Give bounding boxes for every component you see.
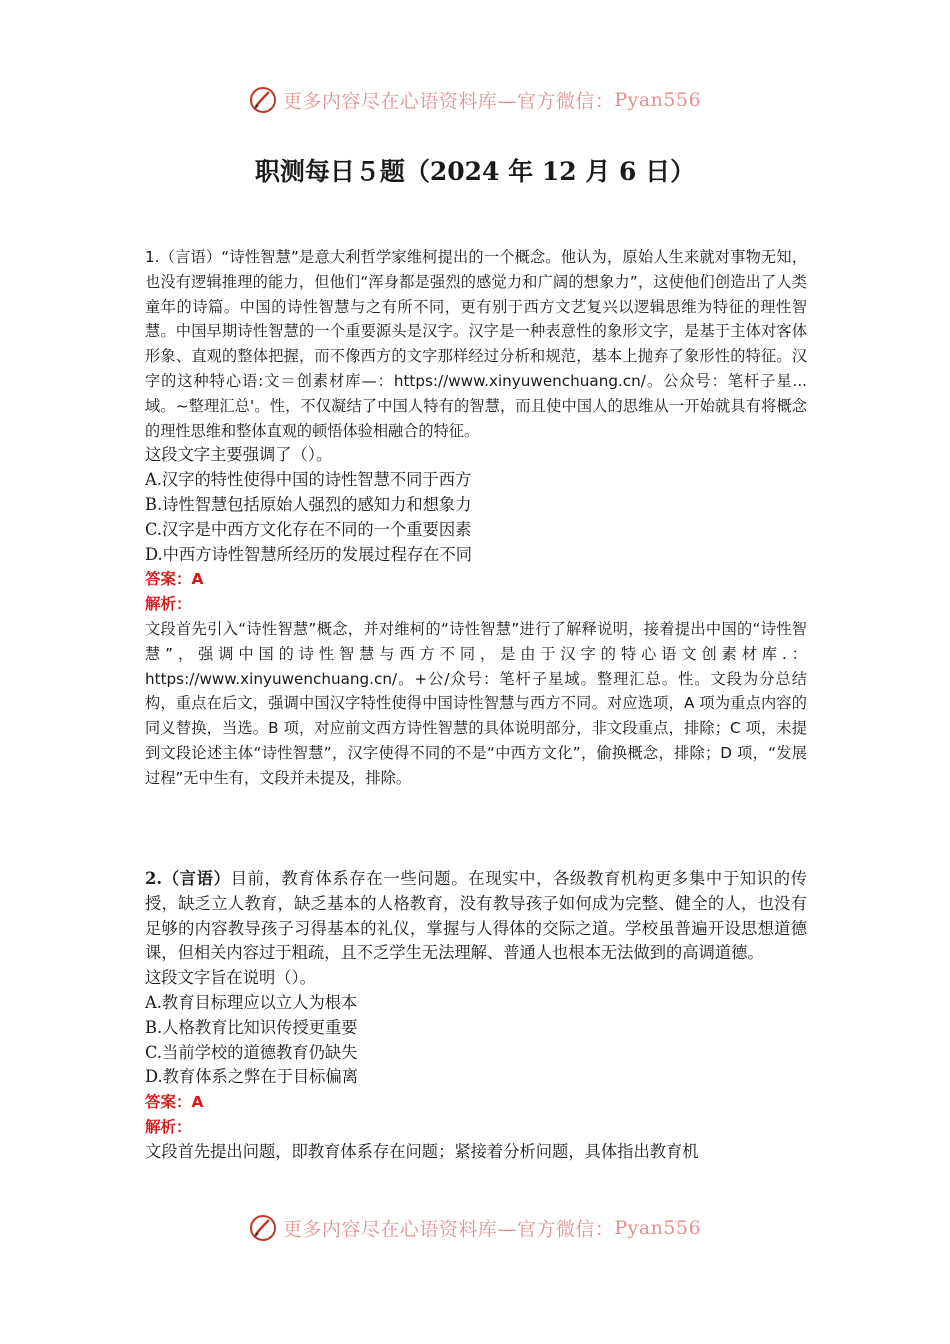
question-2-text-block: [145, 867, 807, 966]
watermark-text: 更多内容尽在心语资料库—官方微信：: [282, 90, 615, 113]
question-1-answer: 答案：A: [145, 570, 204, 589]
question-1-option-c: C.汉字是中西方文化存在不同的一个重要因素: [145, 519, 472, 539]
page-title: 职测每日５题（2024 年 12 月 6 日）: [254, 157, 696, 186]
header-watermark: [0, 86, 950, 114]
question-2-text: 目前，教育体系存在一些问题。在现实中，各级教育机构更多集中于知识的传授，缺乏立人教育，缺乏基本的人格教育，没有教导孩子如何成为完整、健全的人，也没有足够的内容教导孩子习得基本的礼仪，掌握与人得体的交际之道。学校虽普遍开设思想道德课，但相关内容过于粗疏，且不乏学生无法理解、普通人也根本无法做到的高调道德。: [145, 869, 807, 963]
question-2: [145, 867, 807, 1165]
brush-logo-icon: [249, 86, 277, 114]
question-2-option-d: D.教育体系之弊在于目标偏离: [145, 1067, 359, 1087]
question-1-option-a: A.汉字的特性使得中国的诗性智慧不同于西方: [145, 470, 472, 490]
question-1-option-d: D.中西方诗性智慧所经历的发展过程存在不同: [145, 544, 472, 564]
question-1-text: 1.（言语）“诗性智慧”是意大利哲学家维柯提出的一个概念。他认为，原始人生来就对事物无知，也没有逻辑推理的能力，但他们“浑身都是强烈的感觉力和广阔的想象力”，这使他们创造出了人类童年的诗篇。中国的诗性智慧与之有所不同，更有别于西方文艺复兴以逻辑思维为特征的理性智慧。中国早期诗性智慧的一个重要源头是汉字。汉字是一种表意性的象形文字，是基于主体对客体形象、直观的整体把握，而不像西方的文字那样经过分析和规范，基本上抛弃了象形性的特征。汉字的这种特心语:文＝创素材库—：https://www.xinyuwenchuang.cn/。公众号：笔杆子星...域。~整理汇总'。性，不仅凝结了中国人特有的智慧，而且使中国人的思维从一开始就具有将概念的理性思维和整体直观的顿悟体验相融合的特征。: [145, 248, 807, 440]
question-2-option-c: C.当前学校的道德教育仍缺失: [145, 1042, 358, 1062]
question-2-answer: 答案：A: [145, 1093, 204, 1112]
question-2-option-a: A.教育目标理应以立人为根本: [145, 992, 358, 1012]
question-2-label: 2.（言语）: [145, 869, 231, 888]
watermark-text: 更多内容尽在心语资料库—官方微信：: [282, 1218, 615, 1241]
question-2-prompt: 这段文字旨在说明（）。: [145, 968, 316, 988]
watermark-account: Pyan556: [614, 89, 702, 111]
watermark-account: Pyan556: [614, 1217, 702, 1239]
question-1-prompt: 这段文字主要强调了（）。: [145, 445, 333, 465]
question-2-analysis: 文段首先提出问题，即教育体系存在问题；紧接着分析问题，具体指出教育机: [145, 1141, 699, 1161]
question-1: [145, 245, 807, 791]
question-1-analysis-label: 解析：: [145, 595, 192, 614]
question-1-option-b: B.诗性智慧包括原始人强烈的感知力和想象力: [145, 494, 472, 514]
brush-logo-icon: [249, 1214, 277, 1242]
question-2-option-b: B.人格教育比知识传授更重要: [145, 1017, 358, 1037]
question-2-analysis-label: 解析：: [145, 1117, 192, 1136]
footer-watermark: [0, 1214, 950, 1242]
question-1-analysis: 文段首先引入“诗性智慧”概念，并对维柯的“诗性智慧”进行了解释说明，接着提出中国的“诗性智慧”，强调中国的诗性智慧与西方不同，是由于汉字的特心语文创素材库.：https://www.xinyuwenchuang.cn/。+公/众号：笔杆子星域。整理汇总。性。文段为分总结构，重点在后文，强调中国汉字特性使得中国诗性智慧与西方不同。对应选项，A 项为重点内容的同义替换，当选。B 项，对应前文西方诗性智慧的具体说明部分，非文段重点，排除；C 项，未提到文段论述主体“诗性智慧”，汉字使得不同的不是“中西方文化”，偷换概念，排除；D 项，“发展过程”无中生有，文段并未提及，排除。: [145, 619, 807, 787]
